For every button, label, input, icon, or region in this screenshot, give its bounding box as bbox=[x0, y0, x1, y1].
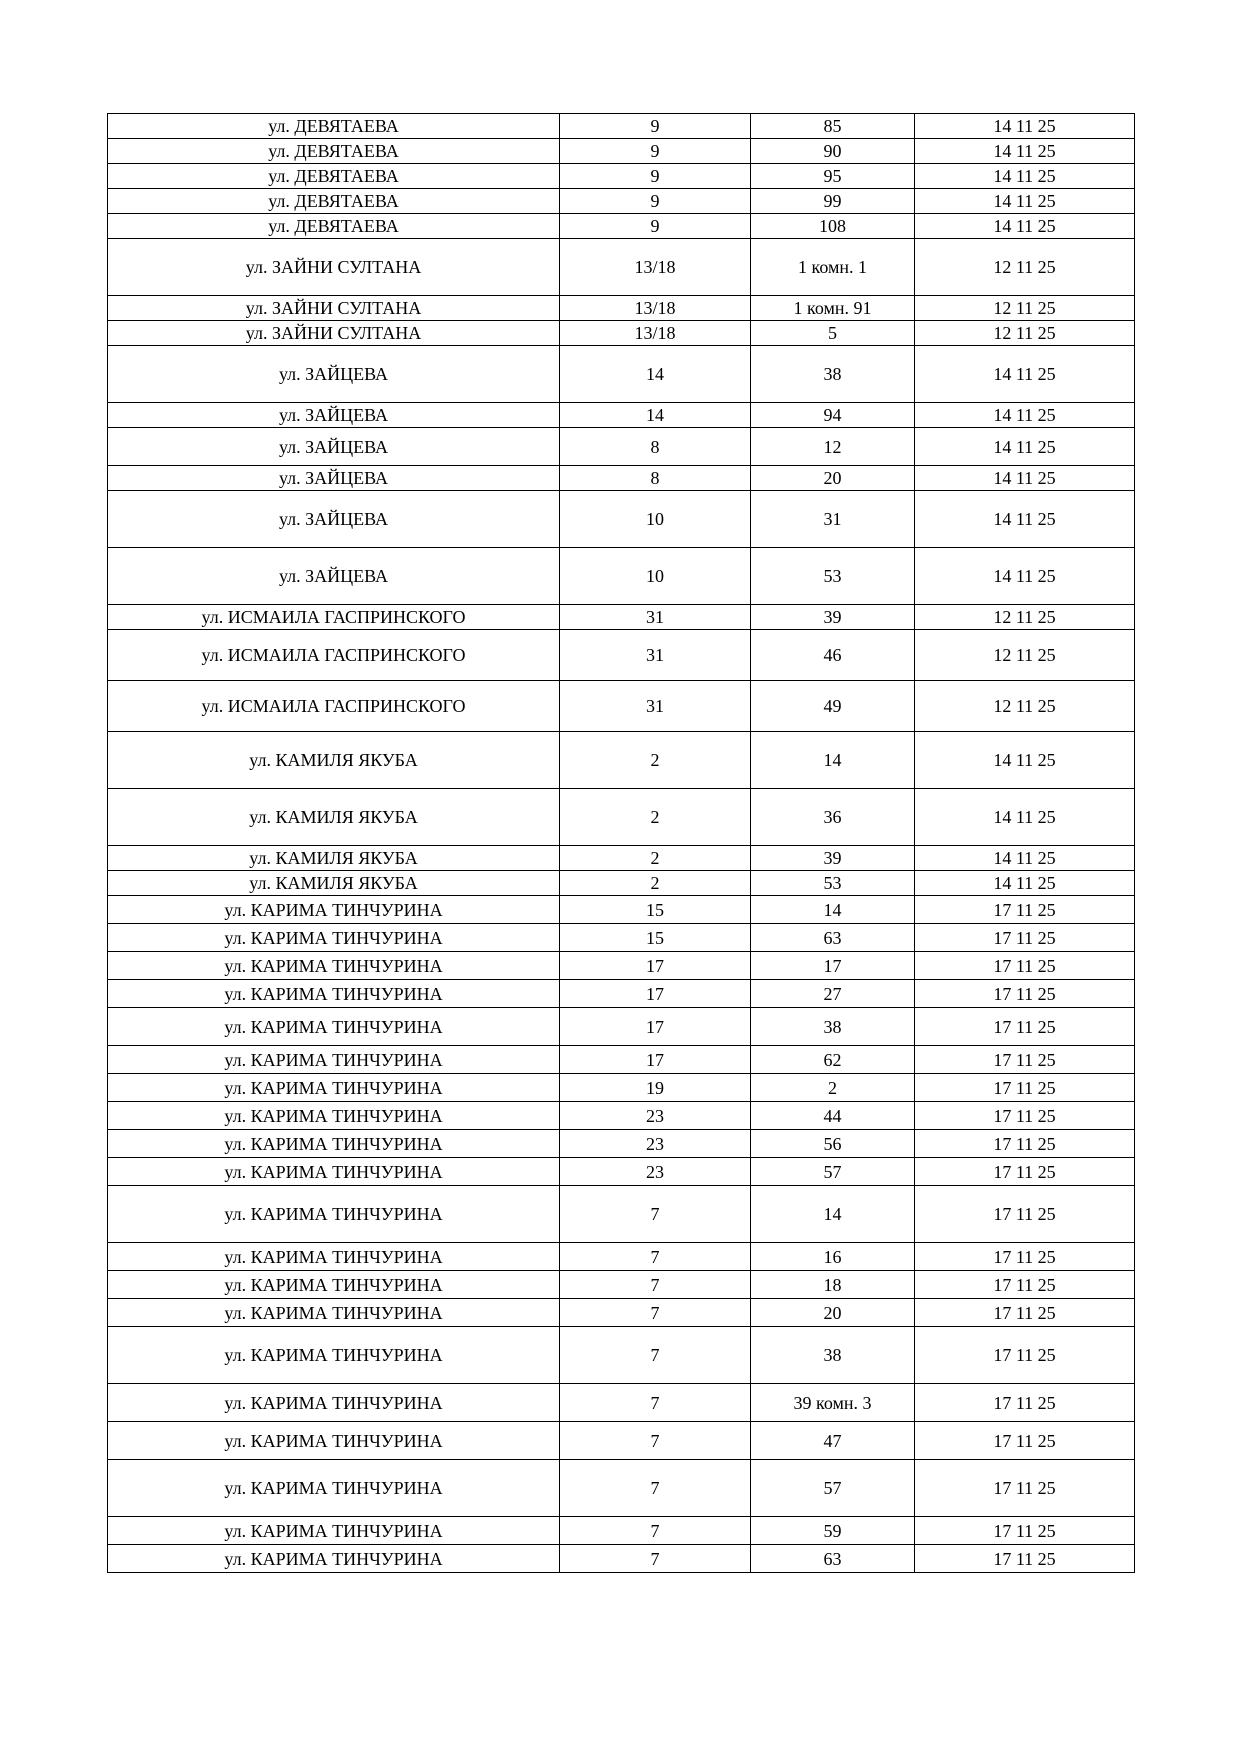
date-cell: 14 11 25 bbox=[915, 214, 1135, 239]
table-row bbox=[108, 1102, 1135, 1130]
table-row bbox=[108, 789, 1135, 846]
date-cell: 14 11 25 bbox=[915, 491, 1135, 548]
house-cell: 9 bbox=[560, 114, 751, 139]
house-cell: 7 bbox=[560, 1327, 751, 1384]
house-cell: 14 bbox=[560, 346, 751, 403]
flat-cell: 94 bbox=[751, 403, 915, 428]
street-cell: ул. ЗАЙНИ СУЛТАНА bbox=[108, 239, 560, 296]
street-cell: ул. КАРИМА ТИНЧУРИНА bbox=[108, 1008, 560, 1046]
table-row bbox=[108, 896, 1135, 924]
flat-cell: 12 bbox=[751, 428, 915, 466]
house-cell: 13/18 bbox=[560, 296, 751, 321]
date-cell: 17 11 25 bbox=[915, 1271, 1135, 1299]
address-table bbox=[107, 113, 1135, 1573]
table-row bbox=[108, 732, 1135, 789]
street-cell: ул. ЗАЙНИ СУЛТАНА bbox=[108, 296, 560, 321]
house-cell: 17 bbox=[560, 980, 751, 1008]
flat-cell: 14 bbox=[751, 1186, 915, 1243]
house-cell: 9 bbox=[560, 189, 751, 214]
date-cell: 14 11 25 bbox=[915, 846, 1135, 871]
table-row bbox=[108, 1243, 1135, 1271]
table-row bbox=[108, 321, 1135, 346]
house-cell: 14 bbox=[560, 403, 751, 428]
date-cell: 12 11 25 bbox=[915, 239, 1135, 296]
date-cell: 17 11 25 bbox=[915, 1545, 1135, 1573]
date-cell: 17 11 25 bbox=[915, 1046, 1135, 1074]
date-cell: 12 11 25 bbox=[915, 321, 1135, 346]
house-cell: 7 bbox=[560, 1384, 751, 1422]
table-row bbox=[108, 630, 1135, 681]
flat-cell: 16 bbox=[751, 1243, 915, 1271]
flat-cell: 57 bbox=[751, 1460, 915, 1517]
flat-cell: 95 bbox=[751, 164, 915, 189]
house-cell: 31 bbox=[560, 630, 751, 681]
flat-cell: 20 bbox=[751, 1299, 915, 1327]
street-cell: ул. ДЕВЯТАЕВА bbox=[108, 139, 560, 164]
house-cell: 7 bbox=[560, 1422, 751, 1460]
house-cell: 9 bbox=[560, 139, 751, 164]
flat-cell: 46 bbox=[751, 630, 915, 681]
date-cell: 14 11 25 bbox=[915, 548, 1135, 605]
flat-cell: 38 bbox=[751, 1008, 915, 1046]
street-cell: ул. КАМИЛЯ ЯКУБА bbox=[108, 789, 560, 846]
table-row bbox=[108, 980, 1135, 1008]
flat-cell: 57 bbox=[751, 1158, 915, 1186]
table-row bbox=[108, 1517, 1135, 1545]
street-cell: ул. КАРИМА ТИНЧУРИНА bbox=[108, 1517, 560, 1545]
street-cell: ул. КАРИМА ТИНЧУРИНА bbox=[108, 1186, 560, 1243]
date-cell: 17 11 25 bbox=[915, 1074, 1135, 1102]
date-cell: 17 11 25 bbox=[915, 1384, 1135, 1422]
house-cell: 2 bbox=[560, 732, 751, 789]
flat-cell: 53 bbox=[751, 871, 915, 896]
street-cell: ул. КАРИМА ТИНЧУРИНА bbox=[108, 1271, 560, 1299]
flat-cell: 59 bbox=[751, 1517, 915, 1545]
street-cell: ул. ЗАЙЦЕВА bbox=[108, 548, 560, 605]
date-cell: 12 11 25 bbox=[915, 630, 1135, 681]
table-row bbox=[108, 1046, 1135, 1074]
street-cell: ул. ИСМАИЛА ГАСПРИНСКОГО bbox=[108, 630, 560, 681]
table-row bbox=[108, 681, 1135, 732]
house-cell: 9 bbox=[560, 164, 751, 189]
house-cell: 7 bbox=[560, 1517, 751, 1545]
flat-cell: 63 bbox=[751, 1545, 915, 1573]
table-row bbox=[108, 296, 1135, 321]
street-cell: ул. ДЕВЯТАЕВА bbox=[108, 189, 560, 214]
street-cell: ул. ЗАЙЦЕВА bbox=[108, 466, 560, 491]
flat-cell: 63 bbox=[751, 924, 915, 952]
street-cell: ул. КАРИМА ТИНЧУРИНА bbox=[108, 1299, 560, 1327]
street-cell: ул. ЗАЙЦЕВА bbox=[108, 346, 560, 403]
date-cell: 17 11 25 bbox=[915, 1008, 1135, 1046]
date-cell: 14 11 25 bbox=[915, 732, 1135, 789]
flat-cell: 36 bbox=[751, 789, 915, 846]
table-row bbox=[108, 1158, 1135, 1186]
date-cell: 17 11 25 bbox=[915, 1460, 1135, 1517]
street-cell: ул. ДЕВЯТАЕВА bbox=[108, 214, 560, 239]
date-cell: 17 11 25 bbox=[915, 896, 1135, 924]
table-row bbox=[108, 846, 1135, 871]
date-cell: 14 11 25 bbox=[915, 139, 1135, 164]
street-cell: ул. КАРИМА ТИНЧУРИНА bbox=[108, 1460, 560, 1517]
table-row bbox=[108, 924, 1135, 952]
house-cell: 10 bbox=[560, 491, 751, 548]
house-cell: 23 bbox=[560, 1158, 751, 1186]
date-cell: 12 11 25 bbox=[915, 605, 1135, 630]
street-cell: ул. ИСМАИЛА ГАСПРИНСКОГО bbox=[108, 605, 560, 630]
date-cell: 14 11 25 bbox=[915, 189, 1135, 214]
table-row bbox=[108, 1545, 1135, 1573]
table-row bbox=[108, 428, 1135, 466]
house-cell: 7 bbox=[560, 1243, 751, 1271]
flat-cell: 27 bbox=[751, 980, 915, 1008]
table-row bbox=[108, 1130, 1135, 1158]
date-cell: 17 11 25 bbox=[915, 924, 1135, 952]
flat-cell: 14 bbox=[751, 896, 915, 924]
street-cell: ул. ДЕВЯТАЕВА bbox=[108, 114, 560, 139]
flat-cell: 2 bbox=[751, 1074, 915, 1102]
flat-cell: 5 bbox=[751, 321, 915, 346]
flat-cell: 39 bbox=[751, 846, 915, 871]
house-cell: 10 bbox=[560, 548, 751, 605]
street-cell: ул. КАРИМА ТИНЧУРИНА bbox=[108, 896, 560, 924]
house-cell: 17 bbox=[560, 952, 751, 980]
date-cell: 17 11 25 bbox=[915, 1243, 1135, 1271]
date-cell: 17 11 25 bbox=[915, 1422, 1135, 1460]
date-cell: 14 11 25 bbox=[915, 871, 1135, 896]
house-cell: 7 bbox=[560, 1460, 751, 1517]
street-cell: ул. КАРИМА ТИНЧУРИНА bbox=[108, 1102, 560, 1130]
flat-cell: 44 bbox=[751, 1102, 915, 1130]
house-cell: 19 bbox=[560, 1074, 751, 1102]
flat-cell: 47 bbox=[751, 1422, 915, 1460]
flat-cell: 14 bbox=[751, 732, 915, 789]
house-cell: 7 bbox=[560, 1545, 751, 1573]
house-cell: 31 bbox=[560, 605, 751, 630]
date-cell: 14 11 25 bbox=[915, 466, 1135, 491]
house-cell: 2 bbox=[560, 789, 751, 846]
table-row bbox=[108, 214, 1135, 239]
address-table-body bbox=[108, 114, 1135, 1573]
date-cell: 12 11 25 bbox=[915, 296, 1135, 321]
date-cell: 17 11 25 bbox=[915, 1327, 1135, 1384]
house-cell: 2 bbox=[560, 846, 751, 871]
house-cell: 23 bbox=[560, 1102, 751, 1130]
flat-cell: 1 комн. 1 bbox=[751, 239, 915, 296]
house-cell: 8 bbox=[560, 428, 751, 466]
date-cell: 17 11 25 bbox=[915, 1517, 1135, 1545]
street-cell: ул. КАРИМА ТИНЧУРИНА bbox=[108, 1422, 560, 1460]
flat-cell: 38 bbox=[751, 1327, 915, 1384]
street-cell: ул. КАРИМА ТИНЧУРИНА bbox=[108, 1130, 560, 1158]
table-row bbox=[108, 1460, 1135, 1517]
table-row bbox=[108, 164, 1135, 189]
street-cell: ул. ЗАЙНИ СУЛТАНА bbox=[108, 321, 560, 346]
flat-cell: 108 bbox=[751, 214, 915, 239]
house-cell: 7 bbox=[560, 1299, 751, 1327]
street-cell: ул. ЗАЙЦЕВА bbox=[108, 403, 560, 428]
date-cell: 14 11 25 bbox=[915, 114, 1135, 139]
date-cell: 17 11 25 bbox=[915, 1186, 1135, 1243]
table-row bbox=[108, 1422, 1135, 1460]
house-cell: 17 bbox=[560, 1008, 751, 1046]
street-cell: ул. ДЕВЯТАЕВА bbox=[108, 164, 560, 189]
street-cell: ул. КАРИМА ТИНЧУРИНА bbox=[108, 952, 560, 980]
date-cell: 17 11 25 bbox=[915, 1102, 1135, 1130]
flat-cell: 62 bbox=[751, 1046, 915, 1074]
house-cell: 7 bbox=[560, 1186, 751, 1243]
street-cell: ул. ЗАЙЦЕВА bbox=[108, 428, 560, 466]
street-cell: ул. КАМИЛЯ ЯКУБА bbox=[108, 846, 560, 871]
table-row bbox=[108, 491, 1135, 548]
flat-cell: 49 bbox=[751, 681, 915, 732]
flat-cell: 53 bbox=[751, 548, 915, 605]
flat-cell: 31 bbox=[751, 491, 915, 548]
house-cell: 13/18 bbox=[560, 239, 751, 296]
street-cell: ул. КАРИМА ТИНЧУРИНА bbox=[108, 1046, 560, 1074]
flat-cell: 18 bbox=[751, 1271, 915, 1299]
table-row bbox=[108, 952, 1135, 980]
flat-cell: 39 bbox=[751, 605, 915, 630]
flat-cell: 90 bbox=[751, 139, 915, 164]
date-cell: 14 11 25 bbox=[915, 346, 1135, 403]
table-row bbox=[108, 1384, 1135, 1422]
house-cell: 7 bbox=[560, 1271, 751, 1299]
date-cell: 17 11 25 bbox=[915, 1158, 1135, 1186]
date-cell: 14 11 25 bbox=[915, 164, 1135, 189]
date-cell: 14 11 25 bbox=[915, 428, 1135, 466]
street-cell: ул. КАРИМА ТИНЧУРИНА bbox=[108, 924, 560, 952]
street-cell: ул. КАРИМА ТИНЧУРИНА bbox=[108, 1327, 560, 1384]
table-row bbox=[108, 605, 1135, 630]
house-cell: 23 bbox=[560, 1130, 751, 1158]
table-row bbox=[108, 114, 1135, 139]
street-cell: ул. КАРИМА ТИНЧУРИНА bbox=[108, 1545, 560, 1573]
table-row bbox=[108, 1271, 1135, 1299]
street-cell: ул. ЗАЙЦЕВА bbox=[108, 491, 560, 548]
table-row bbox=[108, 239, 1135, 296]
table-row bbox=[108, 1299, 1135, 1327]
house-cell: 31 bbox=[560, 681, 751, 732]
house-cell: 2 bbox=[560, 871, 751, 896]
flat-cell: 1 комн. 91 bbox=[751, 296, 915, 321]
date-cell: 17 11 25 bbox=[915, 1299, 1135, 1327]
flat-cell: 56 bbox=[751, 1130, 915, 1158]
date-cell: 14 11 25 bbox=[915, 403, 1135, 428]
house-cell: 8 bbox=[560, 466, 751, 491]
date-cell: 17 11 25 bbox=[915, 1130, 1135, 1158]
table-row bbox=[108, 1186, 1135, 1243]
flat-cell: 85 bbox=[751, 114, 915, 139]
house-cell: 13/18 bbox=[560, 321, 751, 346]
flat-cell: 17 bbox=[751, 952, 915, 980]
table-row bbox=[108, 189, 1135, 214]
street-cell: ул. ИСМАИЛА ГАСПРИНСКОГО bbox=[108, 681, 560, 732]
house-cell: 9 bbox=[560, 214, 751, 239]
table-row bbox=[108, 466, 1135, 491]
street-cell: ул. КАМИЛЯ ЯКУБА bbox=[108, 732, 560, 789]
table-row bbox=[108, 548, 1135, 605]
street-cell: ул. КАРИМА ТИНЧУРИНА bbox=[108, 980, 560, 1008]
street-cell: ул. КАРИМА ТИНЧУРИНА bbox=[108, 1243, 560, 1271]
date-cell: 17 11 25 bbox=[915, 952, 1135, 980]
flat-cell: 20 bbox=[751, 466, 915, 491]
table-row bbox=[108, 1327, 1135, 1384]
table-row bbox=[108, 871, 1135, 896]
table-row bbox=[108, 1074, 1135, 1102]
table-row bbox=[108, 1008, 1135, 1046]
house-cell: 15 bbox=[560, 896, 751, 924]
table-row bbox=[108, 139, 1135, 164]
flat-cell: 39 комн. 3 bbox=[751, 1384, 915, 1422]
date-cell: 12 11 25 bbox=[915, 681, 1135, 732]
date-cell: 17 11 25 bbox=[915, 980, 1135, 1008]
house-cell: 15 bbox=[560, 924, 751, 952]
flat-cell: 99 bbox=[751, 189, 915, 214]
table-row bbox=[108, 346, 1135, 403]
street-cell: ул. КАРИМА ТИНЧУРИНА bbox=[108, 1074, 560, 1102]
date-cell: 14 11 25 bbox=[915, 789, 1135, 846]
street-cell: ул. КАРИМА ТИНЧУРИНА bbox=[108, 1384, 560, 1422]
table-row bbox=[108, 403, 1135, 428]
flat-cell: 38 bbox=[751, 346, 915, 403]
house-cell: 17 bbox=[560, 1046, 751, 1074]
street-cell: ул. КАМИЛЯ ЯКУБА bbox=[108, 871, 560, 896]
street-cell: ул. КАРИМА ТИНЧУРИНА bbox=[108, 1158, 560, 1186]
